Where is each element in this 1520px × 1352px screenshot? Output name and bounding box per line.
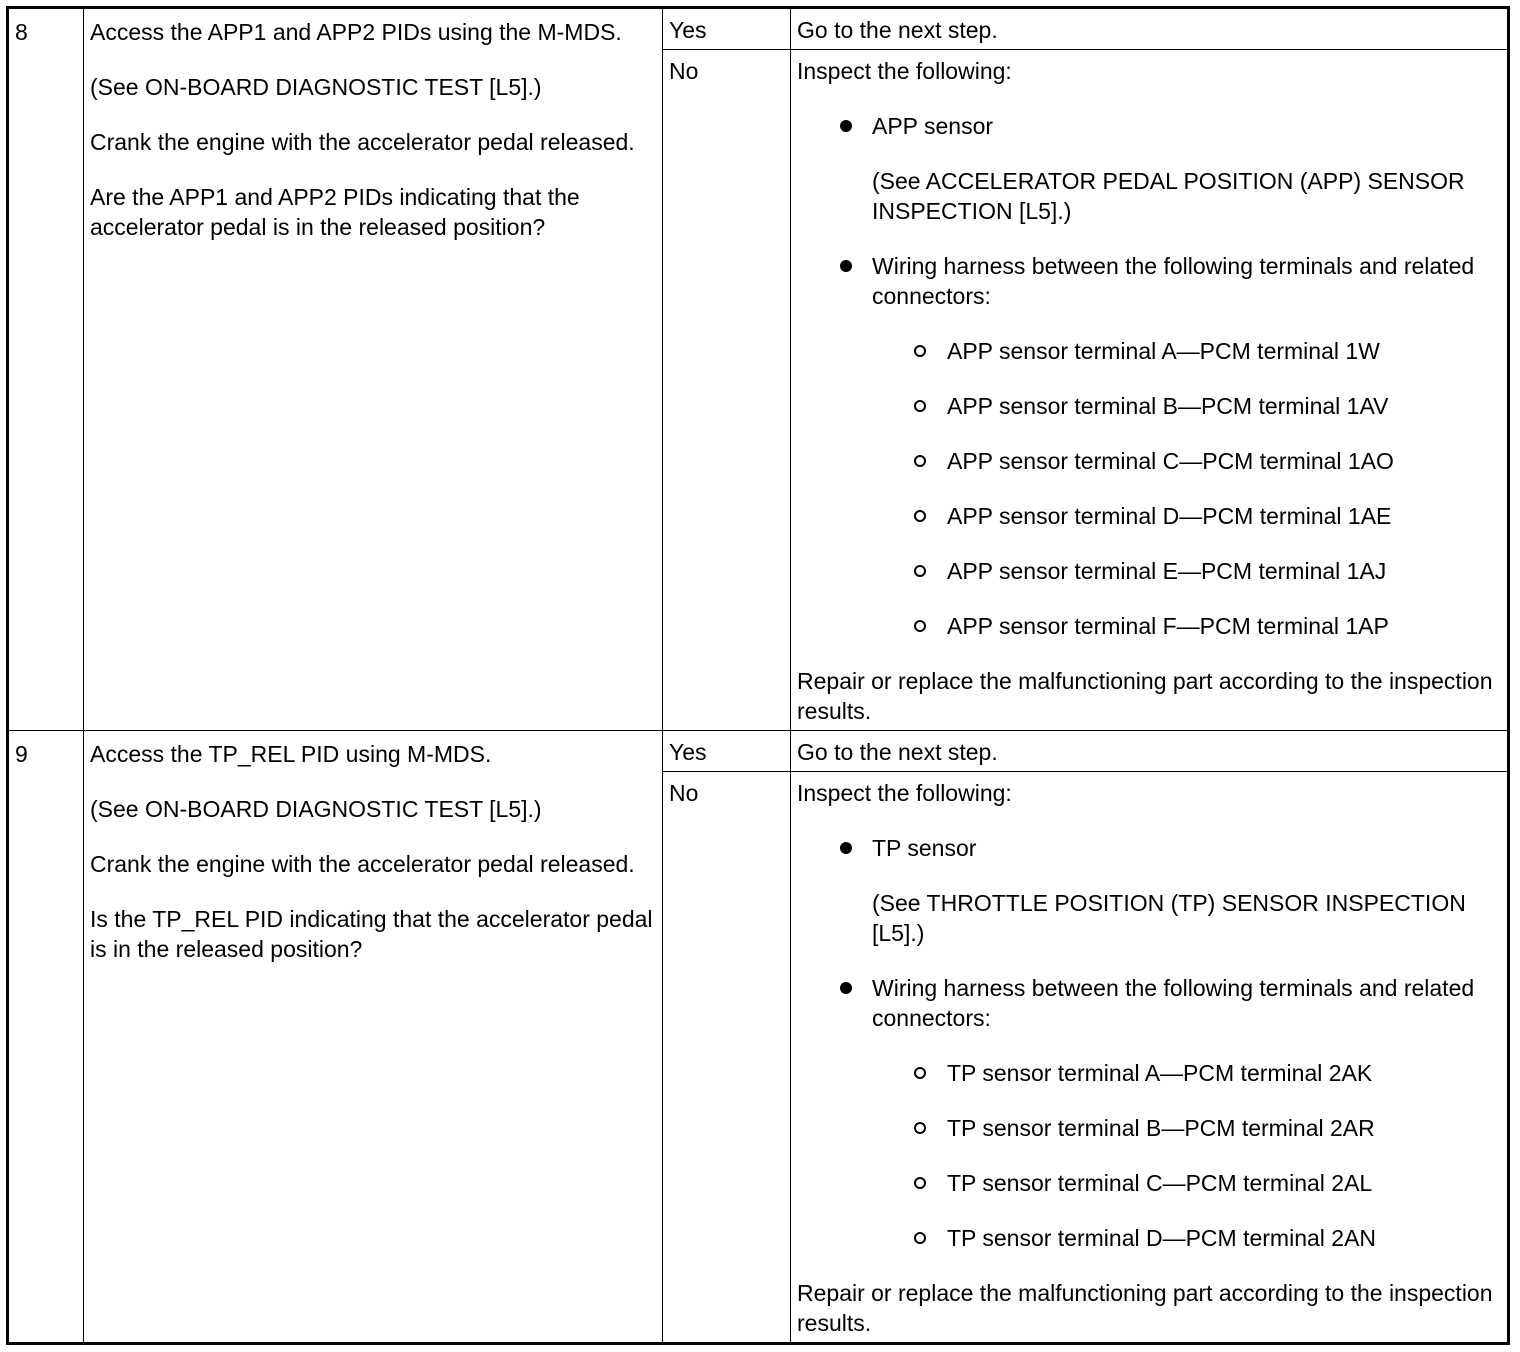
- question-prompt: Are the APP1 and APP2 PIDs indicating that the accelerator pedal is in the released position?: [90, 184, 580, 240]
- diagnostic-procedure-table: [6, 6, 1510, 1345]
- yes-action: Go to the next step.: [791, 731, 1509, 772]
- inspection-item: [797, 251, 1499, 641]
- terminal-list: [872, 336, 1499, 641]
- question-text: Access the APP1 and APP2 PIDs using the M-MDS.: [90, 19, 622, 45]
- inspect-intro: Inspect the following:: [797, 58, 1012, 84]
- terminal-item: APP sensor terminal A—PCM terminal 1W: [872, 336, 1499, 366]
- question-text: Crank the engine with the accelerator pedal released.: [90, 851, 635, 877]
- terminal-item: TP sensor terminal D—PCM terminal 2AN: [872, 1223, 1499, 1253]
- inspection-reference: (See ACCELERATOR PEDAL POSITION (APP) SENSOR INSPECTION [L5].): [872, 168, 1465, 224]
- inspection-list: [797, 833, 1499, 1253]
- inspection-reference: (See THROTTLE POSITION (TP) SENSOR INSPECTION [L5].): [872, 890, 1466, 946]
- step-8-yes-row: [8, 8, 1509, 50]
- question-text: Crank the engine with the accelerator pedal released.: [90, 129, 635, 155]
- question-reference: (See ON-BOARD DIAGNOSTIC TEST [L5].): [90, 74, 542, 100]
- yes-action: Go to the next step.: [791, 8, 1509, 50]
- terminal-item: APP sensor terminal D—PCM terminal 1AE: [872, 501, 1499, 531]
- terminal-item: APP sensor terminal F—PCM terminal 1AP: [872, 611, 1499, 641]
- inspection-list: [797, 111, 1499, 641]
- inspection-item: [797, 111, 1499, 226]
- question-text: Access the TP_REL PID using M-MDS.: [90, 741, 492, 767]
- terminal-item: APP sensor terminal C—PCM terminal 1AO: [872, 446, 1499, 476]
- inspect-intro: Inspect the following:: [797, 780, 1012, 806]
- terminal-item: APP sensor terminal B—PCM terminal 1AV: [872, 391, 1499, 421]
- repair-instruction: Repair or replace the malfunctioning part according to the inspection results.: [797, 668, 1493, 724]
- inspection-item-label: Wiring harness between the following terminals and related connectors:: [872, 253, 1475, 309]
- terminal-list: [872, 1058, 1499, 1253]
- inspection-item: [797, 973, 1499, 1253]
- terminal-item: TP sensor terminal A—PCM terminal 2AK: [872, 1058, 1499, 1088]
- terminal-item: TP sensor terminal C—PCM terminal 2AL: [872, 1168, 1499, 1198]
- step-9-question: [84, 731, 663, 1344]
- yes-label: Yes: [663, 731, 791, 772]
- no-label: No: [663, 50, 791, 731]
- no-label: No: [663, 772, 791, 1344]
- step-number: 9: [8, 731, 84, 1344]
- question-prompt: Is the TP_REL PID indicating that the accelerator pedal is in the released position?: [90, 906, 653, 962]
- inspection-item-label: APP sensor: [872, 113, 994, 139]
- step-9-yes-row: [8, 731, 1509, 772]
- terminal-item: TP sensor terminal B—PCM terminal 2AR: [872, 1113, 1499, 1143]
- no-action: [791, 772, 1509, 1344]
- terminal-item: APP sensor terminal E—PCM terminal 1AJ: [872, 556, 1499, 586]
- inspection-item-label: TP sensor: [872, 835, 977, 861]
- step-8-question: [84, 8, 663, 731]
- yes-label: Yes: [663, 8, 791, 50]
- question-reference: (See ON-BOARD DIAGNOSTIC TEST [L5].): [90, 796, 542, 822]
- inspection-item-label: Wiring harness between the following terminals and related connectors:: [872, 975, 1475, 1031]
- no-action: [791, 50, 1509, 731]
- inspection-item: [797, 833, 1499, 948]
- step-number: 8: [8, 8, 84, 731]
- repair-instruction: Repair or replace the malfunctioning part according to the inspection results.: [797, 1280, 1493, 1336]
